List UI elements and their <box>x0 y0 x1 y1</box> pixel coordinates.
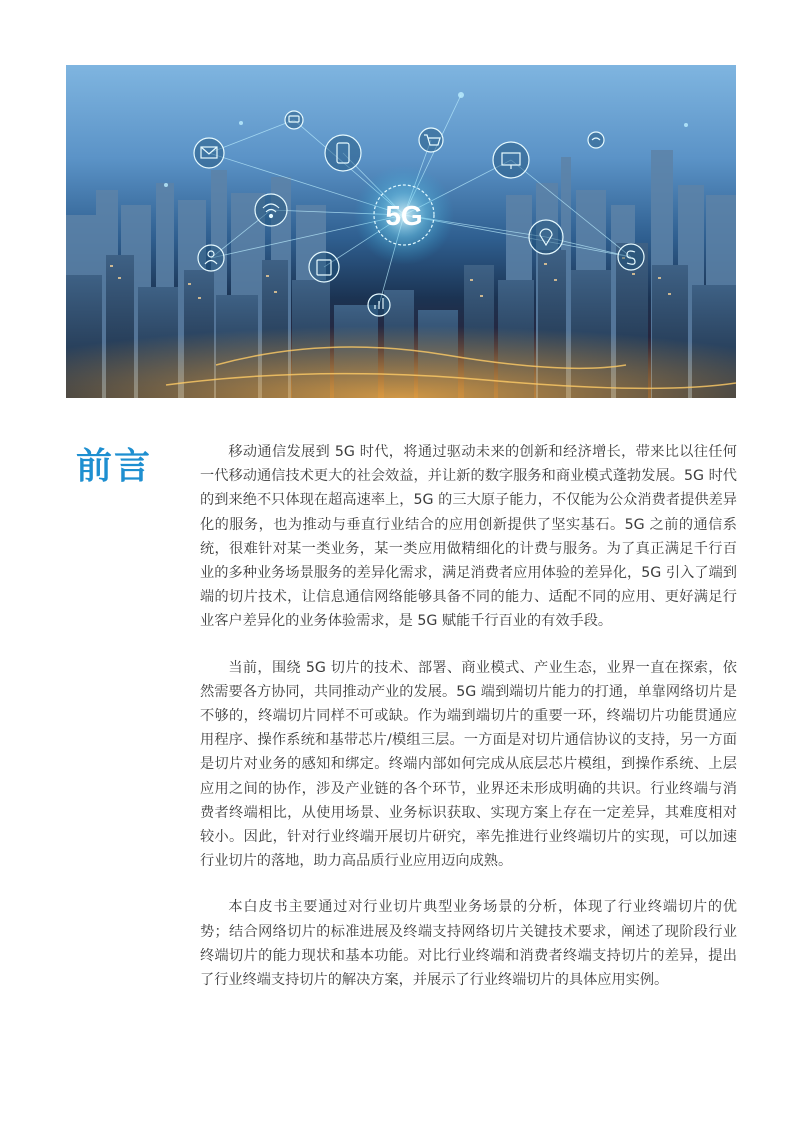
user-icon <box>198 245 224 271</box>
location-icon <box>529 220 563 254</box>
wifi-icon <box>255 194 287 226</box>
shopping-cart-icon <box>419 128 443 152</box>
smartphone-icon <box>325 135 361 171</box>
city-network-illustration <box>66 65 736 398</box>
city-lights-glow <box>66 295 736 398</box>
monitor-icon <box>493 142 529 178</box>
paragraph-2: 当前，围绕 5G 切片的技术、部署、商业模式、产业生态，业界一直在探索，依然需要各方协同，共同推动产业的发展。5G 端到端切片能力的打通，单靠网络切片是不够的，终端切片同样不可或缺。作为端到端切片的重要一环，终端切片功能贯通应用程序、操作系统和基带芯片/模组三层。一方面是对切片通信协议的支持，另一方面是切片对业务的感知和绑定。终端内部如何完成从底层芯片模组，到操作系统、上层应用之间的协作，涉及产业链的各个环节，业界还未形成明确的共识。行业终端与消费者终端相比，从使用场景、业务标识获取、实现方案上存在一定差异，其难度相对较小。因此，针对行业终端开展切片研究，率先推进行业终端切片的实现，可以加速行业切片的落地，助力高品质行业应用迈向成熟。 <box>200 659 737 870</box>
hero-image <box>66 65 736 398</box>
wifi-small-icon <box>588 132 604 148</box>
paragraph-1: 移动通信发展到 5G 时代，将通过驱动未来的创新和经济增长，带来比以往任何一代移动通信技术更大的社会效益，并让新的数字服务和商业模式蓬勃发展。5G 时代的到来绝不只体现在超高速率上，5G 的三大原子能力，不仅能为公众消费者提供差异化的服务，也为推动与垂直行业结合的应用创新提供了坚实基石。5G 之前的通信系统，很难针对某一类业务，某一类应用做精细化的计费与服务。为了真正满足千行百业的多种业务场景服务的差异化需求，满足消费者应用体验的差异化，5G 引入了端到端的切片技术，让信息通信网络能够具备不同的能力、适配不同的应用、更好满足行业客户差异化的业务体验需求，是 5G 赋能千行百业的有效手段。 <box>200 444 737 630</box>
mail-icon <box>194 138 224 168</box>
foreword-body <box>200 440 737 1014</box>
section-title: 前言 <box>76 446 153 487</box>
tablet-icon <box>309 252 339 282</box>
paragraph-3: 本白皮书主要通过对行业切片典型业务场景的分析，体现了行业终端切片的优势；结合网络切片的标准进展及终端支持网络切片关键技术要求，阐述了现阶段行业终端切片的能力现状和基本功能。对比行业终端和消费者终端支持切片的差异，提出了行业终端支持切片的解决方案，并展示了行业终端切片的具体应用实例。 <box>200 899 737 989</box>
signal-icon <box>368 294 390 316</box>
dollar-icon <box>618 244 644 270</box>
hub-label: 5G <box>385 200 423 231</box>
chat-icon <box>285 111 303 129</box>
